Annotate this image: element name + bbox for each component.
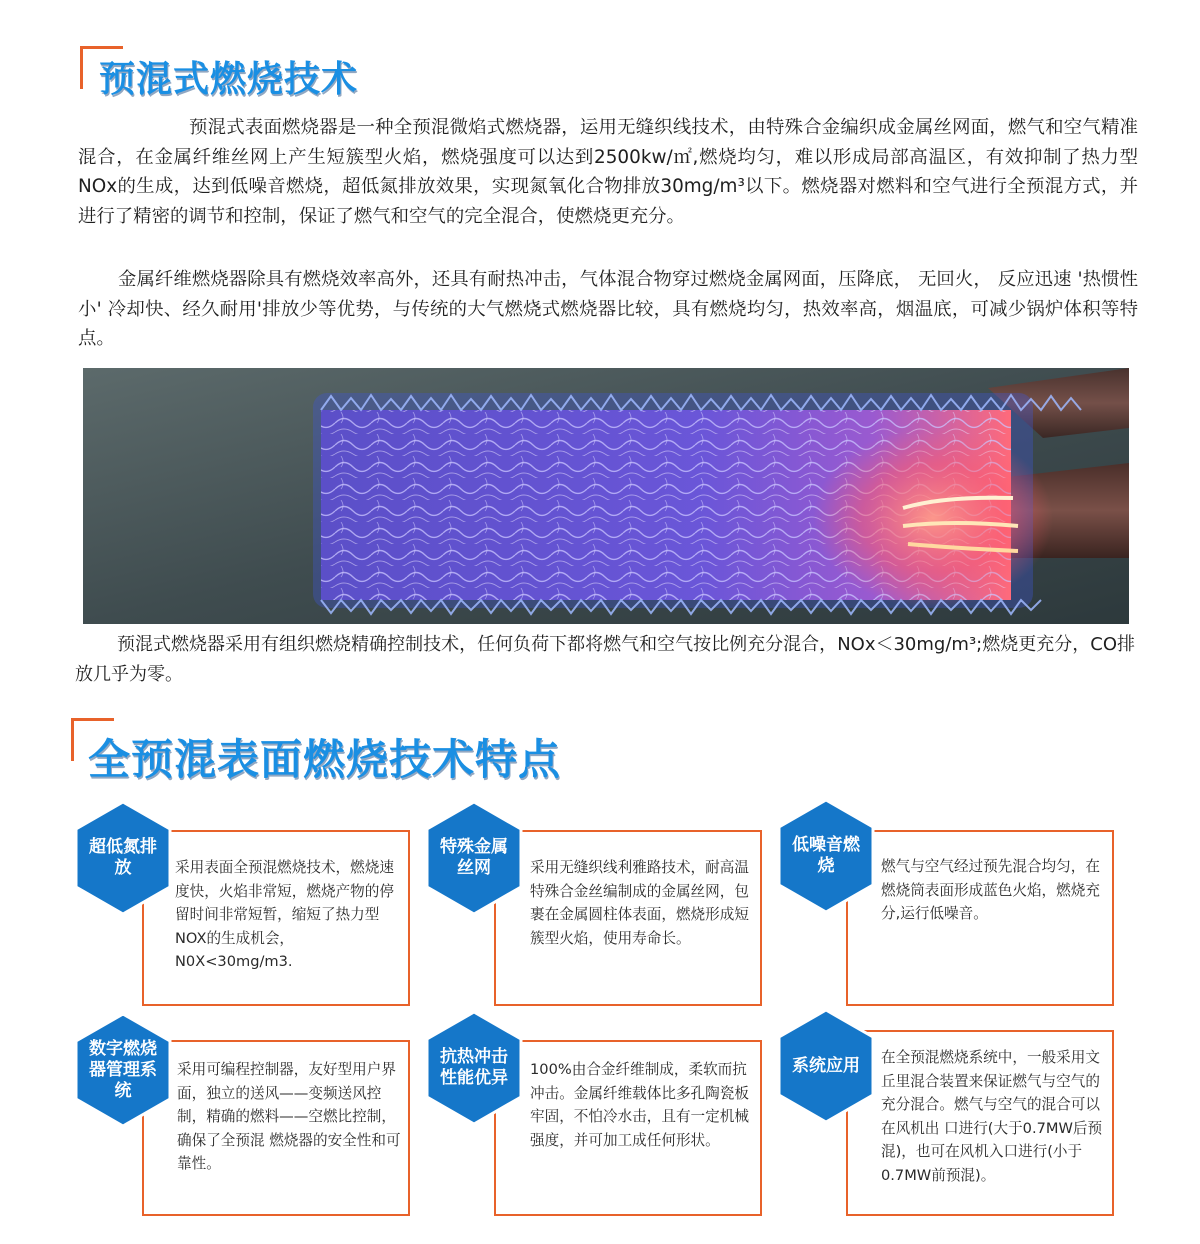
feature-text: 采用无缝织线利雅路技术，耐高温特殊合金丝编制成的金属丝网，包裹在金属圆柱体表面，燃烧形成短簇型火焰，使用寿命长。 [530, 859, 749, 947]
feature-text: 燃气与空气经过预先混合均匀，在燃烧筒表面形成蓝色火焰，燃烧充分,运行低噪音。 [881, 858, 1100, 922]
hex-label: 特殊金属丝网 [440, 837, 508, 878]
section-title-features: 全预混表面燃烧技术特点 [88, 735, 562, 784]
flame-burner-photo [83, 368, 1129, 624]
hex-label: 抗热冲击性能优异 [440, 1047, 508, 1088]
hex-badge-low-noise [776, 798, 876, 914]
feature-text: 在全预混燃烧系统中，一般采用文丘里混合装置来保证燃气与空气的充分混合。燃气与空气的混合可以在风机出 口进行(大于0.7MW后预混)，也可在风机入口进行(小于0.7MW前预混)。 [881, 1049, 1103, 1184]
photo-caption: 预混式燃烧器采用有组织燃烧精确控制技术，任何负荷下都将燃气和空气按比例充分混合，NOx＜30mg/m³;燃烧更充分，CO排放几乎为零。 [75, 634, 1135, 685]
hex-label: 数字燃烧器管理系统 [89, 1038, 157, 1101]
hex-badge-low-nox [73, 800, 173, 916]
hex-badge-digital-management [73, 1012, 173, 1128]
feature-text: 100%由合金纤维制成，柔软而抗冲击。金属纤维载体比多孔陶瓷板牢固，不怕冷水击，且有一定机械强度，并可加工成任何形状。 [530, 1061, 749, 1149]
intro-paragraph-2: 金属纤维燃烧器除具有燃烧效率高外，还具有耐热冲击，气体混合物穿过燃烧金属网面，压降底， 无回火， 反应迅速 '热惯性小' 冷却快、经久耐用'排放少等优势，与传统的大气燃烧式燃烧器比较，具有燃烧均匀，热效率高，烟温底，可减少锅炉体积等特点。 [78, 269, 1138, 349]
hex-badge-metal-mesh [424, 800, 524, 916]
hex-label: 低噪音燃烧 [792, 835, 860, 876]
hex-badge-thermal-shock [424, 1010, 524, 1126]
section-title-premix: 预混式燃烧技术 [99, 59, 359, 100]
hex-label: 超低氮排放 [89, 837, 157, 878]
feature-text: 采用可编程控制器，友好型用户界面，独立的送风——变频送风控制，精确的燃料——空燃比控制，确保了全预混 燃烧器的安全性和可靠性。 [177, 1061, 401, 1172]
feature-text: 采用表面全预混燃烧技术，燃烧速度快，火焰非常短，燃烧产物的停留时间非常短暂，缩短了热力型NOX的生成机会，N0X<30mg/m3. [175, 859, 394, 970]
hex-label: 系统应用 [792, 1055, 860, 1076]
intro-paragraph-1: 预混式表面燃烧器是一种全预混微焰式燃烧器，运用无缝织线技术，由特殊合金编织成金属丝网面，燃气和空气精准混合，在金属纤维丝网上产生短簇型火焰，燃烧强度可以达到2500kw/㎡,燃烧均匀，难以形成局部高温区，有效抑制了热力型NOx的生成，达到低噪音燃烧，超低氮排放效果，实现氮氧化合物排放30mg/m³以下。燃烧器对燃料和空气进行全预混方式，并进行了精密的调节和控制，保证了燃气和空气的完全混合，使燃烧更充分。 [78, 117, 1138, 227]
hex-badge-system-application [776, 1008, 876, 1124]
